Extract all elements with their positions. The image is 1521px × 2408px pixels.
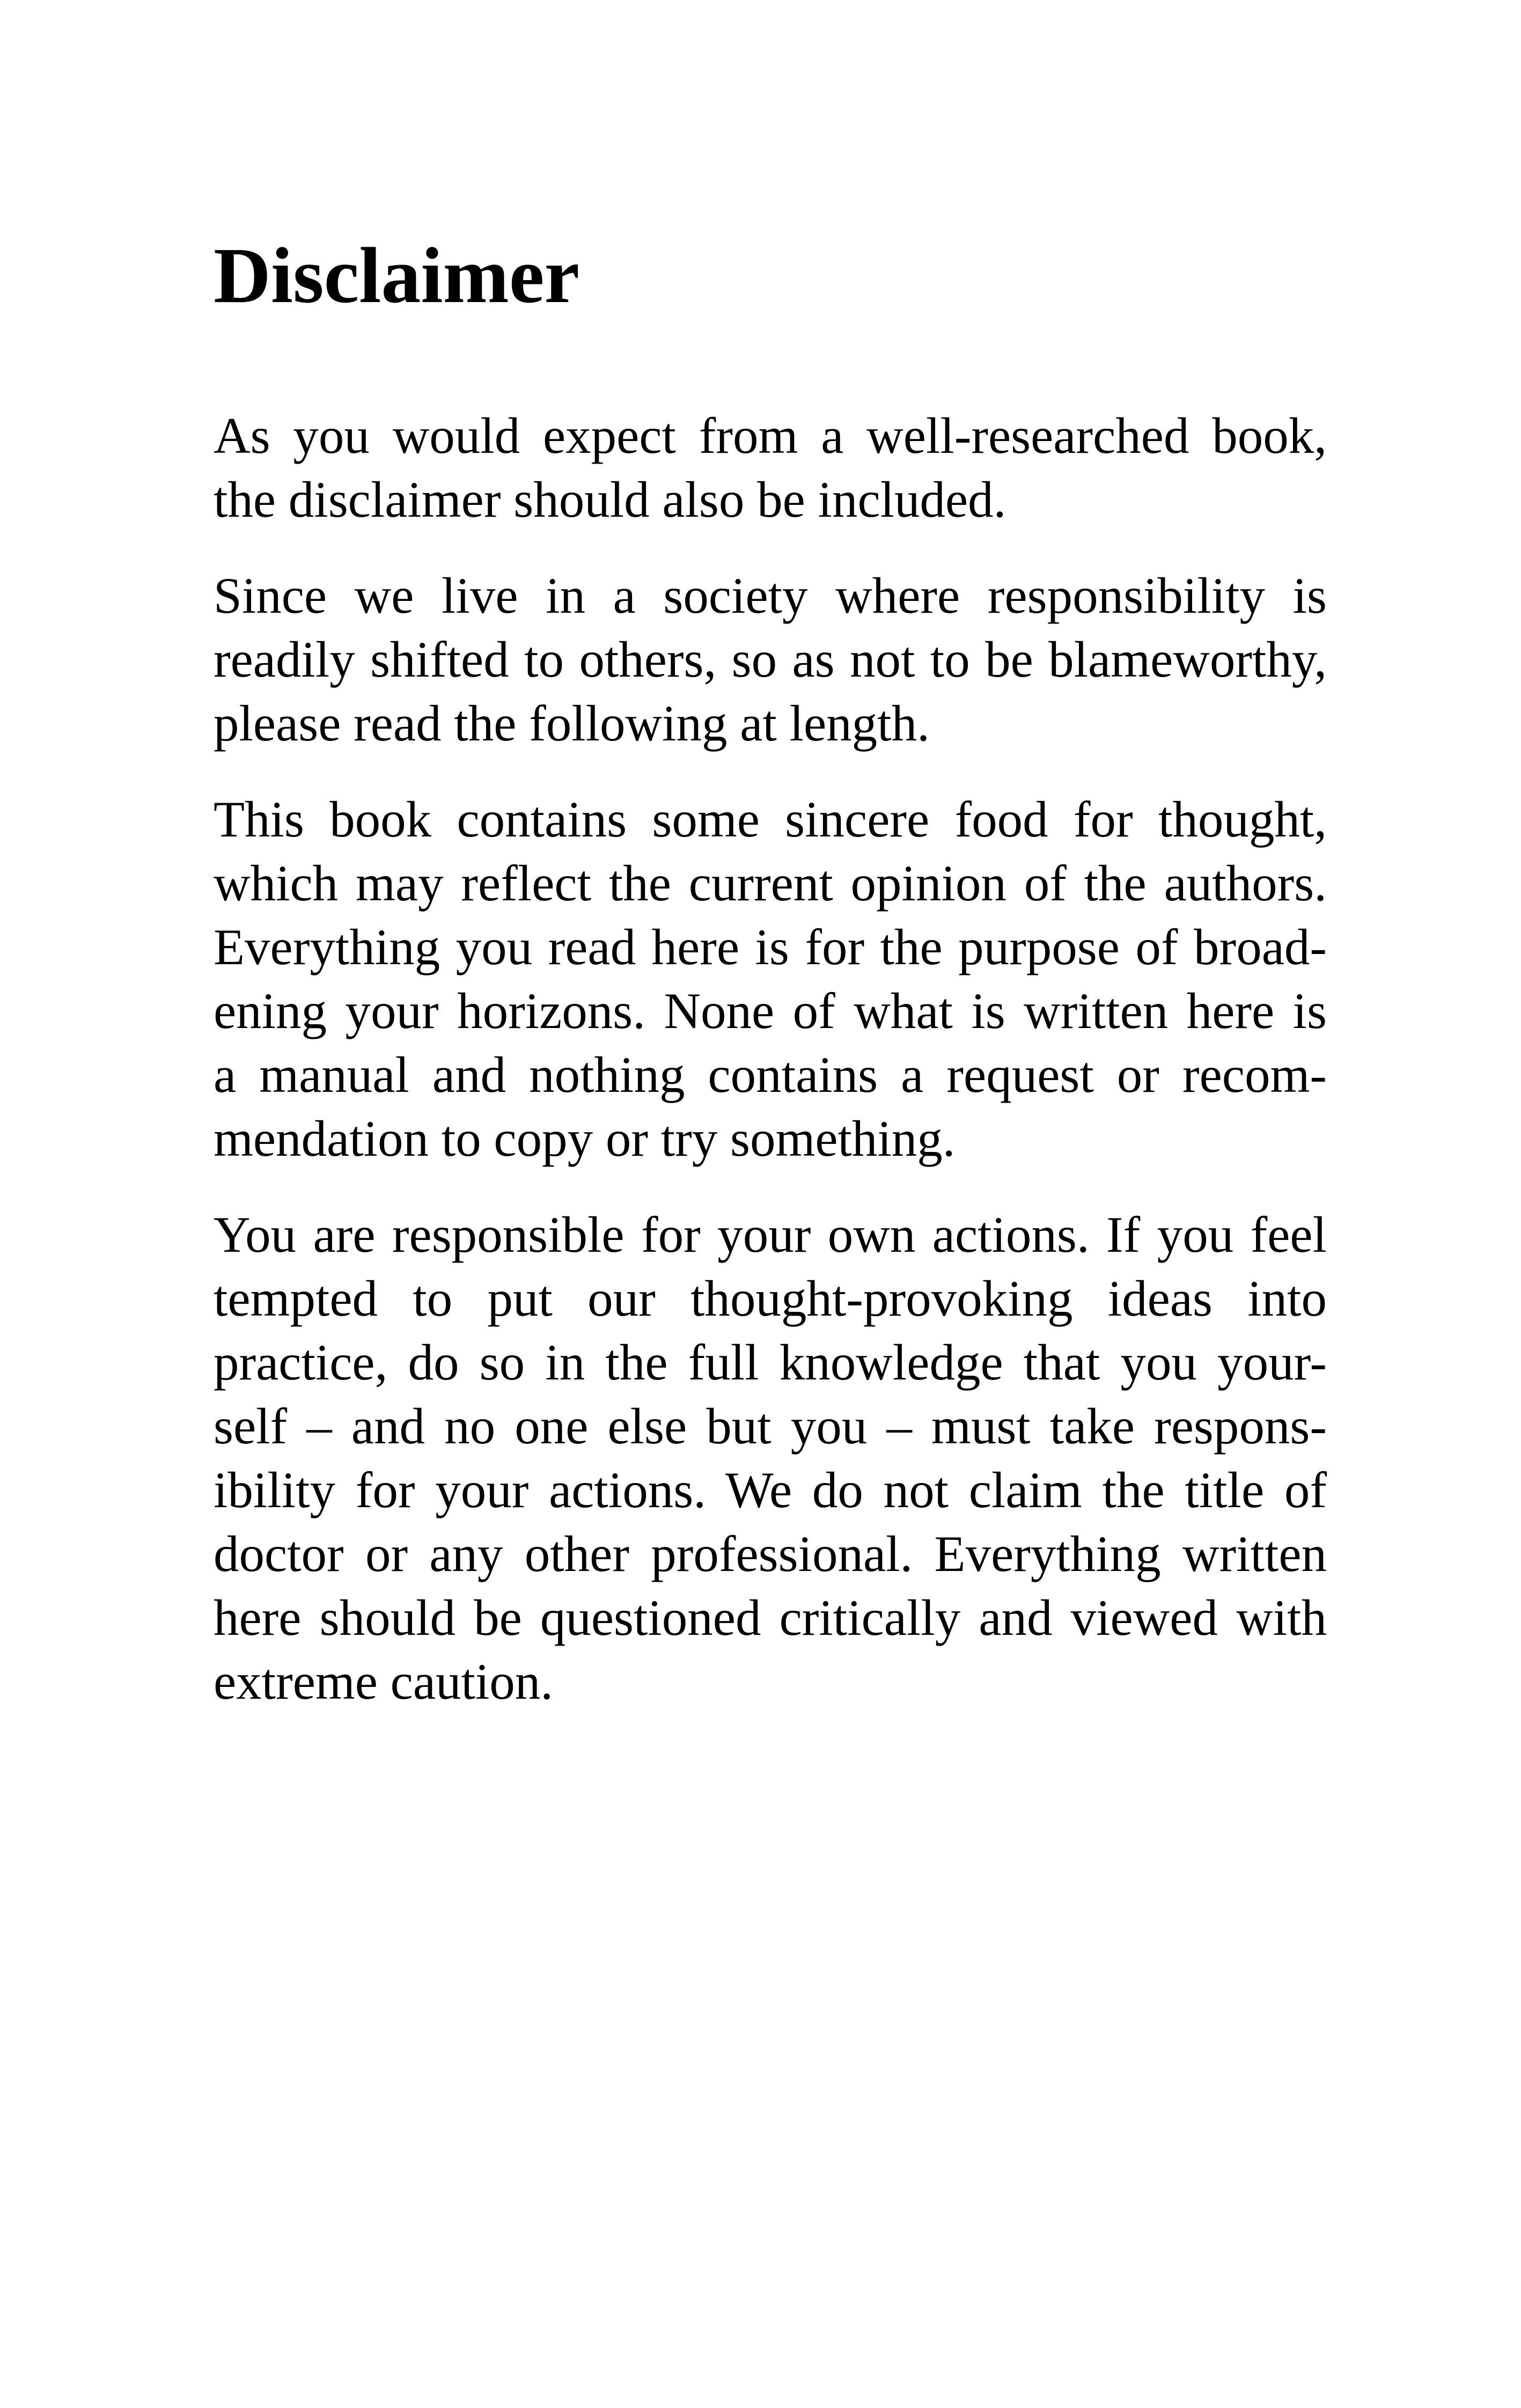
text-line: extreme caution. (214, 1653, 554, 1710)
text-line: practice, do so in the full knowledge that you your- (214, 1334, 1327, 1391)
paragraph (214, 1203, 1327, 1714)
page-title: Disclaimer (214, 232, 580, 320)
text-line: As you would expect from a well-researched book, (214, 407, 1327, 464)
text-line: You are responsible for your own actions. If you feel (214, 1206, 1327, 1263)
text-line: ening your horizons. None of what is written here is (214, 982, 1327, 1039)
text-line: here should be questioned critically and viewed with (214, 1589, 1327, 1646)
text-line: self – and no one else but you – must take respons- (214, 1398, 1327, 1455)
text-line: the disclaimer should also be included. (214, 471, 1006, 528)
text-line: Everything you read here is for the purpose of broad- (214, 919, 1327, 975)
text-line: please read the following at length. (214, 695, 930, 752)
text-line: This book contains some sincere food for thought, (214, 791, 1327, 848)
disclaimer-text (214, 404, 1327, 1746)
text-line: tempted to put our thought-provoking ideas into (214, 1270, 1327, 1327)
text-line: mendation to copy or try something. (214, 1110, 956, 1167)
text-line: ibility for your actions. We do not claim the title of (214, 1462, 1327, 1518)
paragraph (214, 788, 1327, 1171)
text-line: doctor or any other professional. Everything written (214, 1525, 1327, 1582)
paragraph (214, 564, 1327, 755)
text-line: which may reflect the current opinion of the authors. (214, 855, 1327, 912)
paragraph (214, 404, 1327, 532)
text-line: readily shifted to others, so as not to be blameworthy, (214, 631, 1327, 688)
text-line: Since we live in a society where responsibility is (214, 567, 1327, 624)
text-line: a manual and nothing contains a request or recom- (214, 1046, 1327, 1103)
